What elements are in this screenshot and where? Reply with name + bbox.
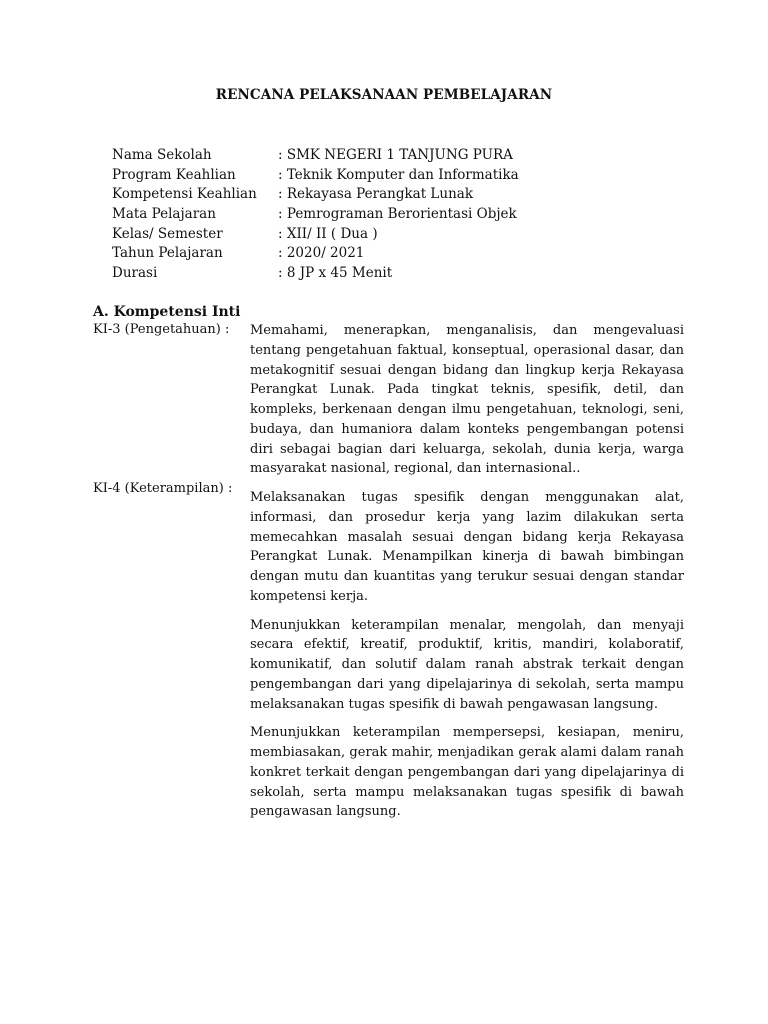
ki4-paragraph: Menunjukkan keterampilan mempersepsi, kesiapan, meniru, membiasakan, gerak mahir, menjadikan gerak alami dalam ranah konkret terkait dengan pengembangan dari yang dipelajarinya di sekolah, serta mampu melaksanakan tugas spesifik di bawah pengawasan langsung. — [250, 725, 684, 820]
ki4-body — [250, 488, 684, 831]
info-label: Program Keahlian — [112, 166, 236, 183]
info-value: : 2020/ 2021 — [278, 245, 365, 262]
info-label: Nama Sekolah — [112, 147, 212, 163]
info-row-tahun-pelajaran — [112, 244, 519, 264]
ki4-label: KI-4 (Keterampilan) : — [93, 481, 233, 496]
info-value: : Rekayasa Perangkat Lunak — [278, 186, 473, 203]
ki3-paragraph: Memahami, menerapkan, menganalisis, dan mengevaluasi tentang pengetahuan faktual, konseptual, operasional dasar, dan metakognitif sesuai dengan bidang dan lingkup kerja Rekayasa Perangkat Lunak. Pada tingkat teknis, spesifik, detil, dan kompleks, berkenaan dengan ilmu pengetahuan, teknologi, seni, budaya, dan humaniora dalam konteks pengembangan potensi diri sebagai bagian dari keluarga, sekolah, dunia kerja, warga masyarakat nasional, regional, dan internasional.. — [250, 323, 684, 477]
info-value: : SMK NEGERI 1 TANJUNG PURA — [278, 147, 513, 163]
ki3-body — [250, 321, 684, 488]
info-row-kompetensi-keahlian — [112, 185, 519, 205]
section-heading-kompetensi-inti: A. Kompetensi Inti — [93, 304, 241, 320]
document-title: RENCANA PELAKSANAAN PEMBELAJARAN — [215, 87, 553, 103]
info-label: Mata Pelajaran — [112, 206, 216, 223]
info-label: Kelas/ Semester — [112, 225, 223, 242]
ki4-paragraph: Melaksanakan tugas spesifik dengan menggunakan alat, informasi, dan prosedur kerja yang lazim dilakukan serta memecahkan masalah sesuai dengan bidang kerja Rekayasa Perangkat Lunak. Menampilkan kinerja di bawah bimbingan dengan mutu dan kuantitas yang terukur sesuai dengan standar kompetensi kerja. — [250, 490, 684, 604]
ki4-paragraph: Menunjukkan keterampilan menalar, mengolah, dan menyaji secara efektif, kreatif, produktif, kritis, mandiri, kolaboratif, komunikatif, dan solutif dalam ranah abstrak terkait dengan pengembangan dari yang dipelajarinya di sekolah, serta mampu melaksanakan tugas spesifik di bawah pengawasan langsung. — [250, 617, 684, 712]
info-row-kelas-semester — [112, 225, 519, 245]
info-label: Tahun Pelajaran — [112, 245, 223, 262]
info-value: : Teknik Komputer dan Informatika — [278, 166, 519, 183]
info-label: Kompetensi Keahlian — [112, 186, 257, 203]
info-value: : 8 JP x 45 Menit — [278, 265, 393, 282]
info-row-mata-pelajaran — [112, 205, 519, 225]
info-row-durasi — [112, 264, 519, 284]
info-value: : Pemrograman Berorientasi Objek — [278, 206, 517, 223]
info-value: : XII/ II ( Dua ) — [278, 225, 378, 242]
info-row-program-keahlian — [112, 166, 519, 186]
info-label: Durasi — [112, 265, 158, 282]
ki3-label: KI-3 (Pengetahuan) : — [93, 322, 230, 337]
info-row-nama-sekolah — [112, 146, 519, 166]
school-info-block — [112, 146, 519, 284]
